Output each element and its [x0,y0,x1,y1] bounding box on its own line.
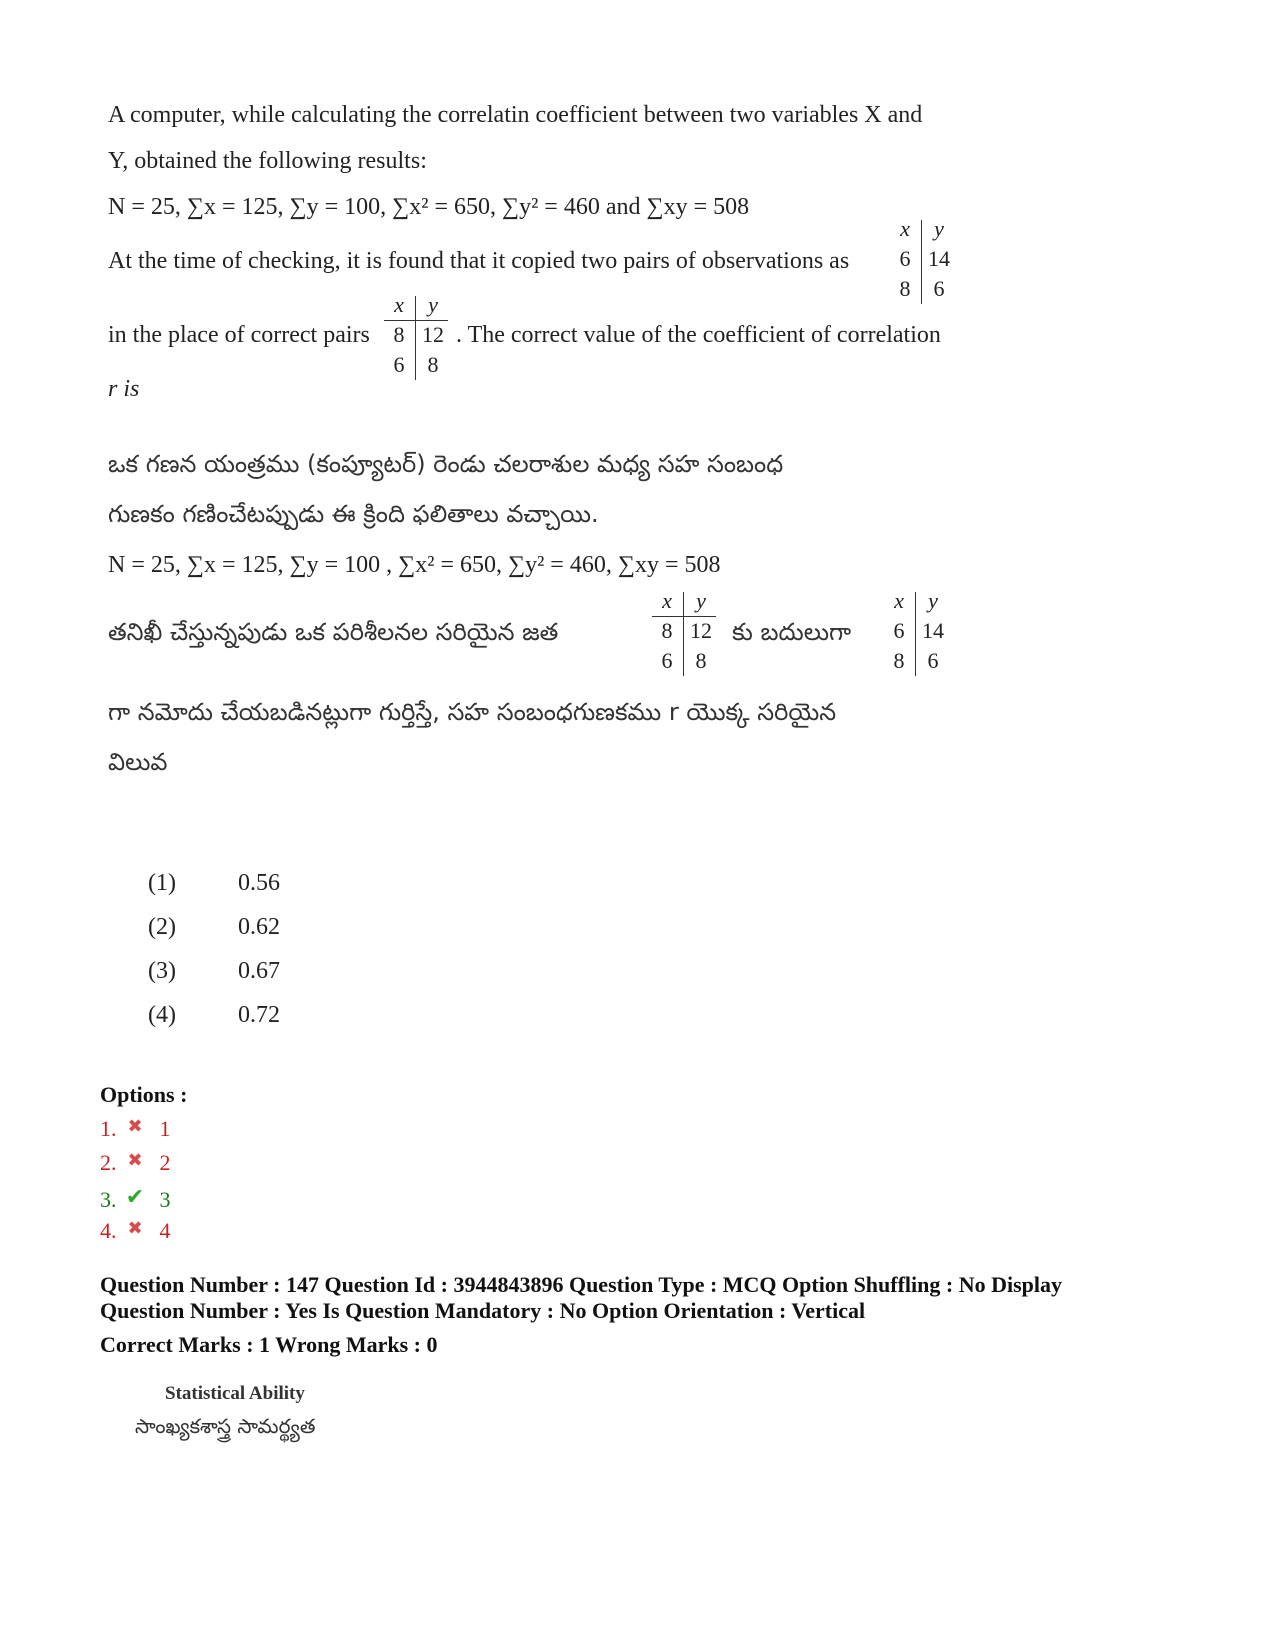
y-header: y [428,292,438,317]
question-te-line-5: గా నమోదు చేయబడినట్లుగా గుర్తిస్తే, సహ సంబంధగుణకము r యొక్క సరియైన [108,698,837,726]
x-header: x [900,216,910,241]
question-meta-line-1: Question Number : 147 Question Id : 3944843896 Question Type : MCQ Option Shuffling : No Display [100,1272,1063,1297]
cell: 14 [928,246,950,271]
question-te-line-2: గుణకం గణించేటప్పుడు ఈ క్రింది ఫలితాలు వచ్చాయి. [108,500,599,528]
cell: 6 [893,618,905,643]
correct-pairs-table [384,292,454,382]
cell: 6 [933,276,945,301]
check-icon: ✔ [125,1184,145,1209]
choice-number: (1) [148,870,176,896]
question-en-line-5b: . The correct value of the coefficient of correlation [456,322,941,348]
option-index: 4. [100,1218,117,1243]
option-index: 1. [100,1116,117,1141]
x-header: x [894,588,904,613]
y-header: y [696,588,706,613]
cell: 8 [427,352,439,377]
choice-2 [148,914,280,941]
divider [415,296,416,380]
question-te-line-6: విలువ [108,748,168,776]
y-header: y [934,216,944,241]
question-te-line-1: ఒక గణన యంత్రము (కంప్యూటర్) రెండు చలరాశుల మధ్య సహ సంబంధ [108,450,784,478]
question-te-line-4a: తనిఖీ చేస్తున్నపుడు ఒక పరిశీలనల సరియైన జత [108,618,559,646]
question-en-line-6: r is [108,376,140,402]
choice-4 [148,1002,280,1029]
option-label: 1 [159,1116,171,1141]
option-index: 3. [100,1187,117,1212]
copied-pairs-table [890,216,960,306]
option-index: 2. [100,1150,117,1175]
cross-icon: ✖ [127,1218,143,1238]
option-4 [100,1218,171,1244]
question-meta-line-2: Question Number : Yes Is Question Mandatory : No Option Orientation : Vertical [100,1298,866,1323]
question-en-formula: N = 25, ∑x = 125, ∑y = 100, ∑x² = 650, ∑y² = 460 and ∑xy = 508 [108,194,750,220]
option-label: 3 [159,1187,171,1212]
cell: 8 [661,618,673,643]
choice-3 [148,958,280,985]
divider [384,320,448,321]
correct-pairs-table-te [652,588,722,678]
cell: 8 [893,648,905,673]
question-en-line-2: Y, obtained the following results: [108,148,427,174]
question-en-line-5a: in the place of correct pairs [108,322,370,348]
cross-icon: ✖ [127,1116,143,1136]
divider [683,592,684,676]
divider [652,616,716,617]
cross-icon: ✖ [127,1150,143,1170]
choice-value: 0.72 [238,1002,280,1028]
option-2 [100,1150,171,1176]
question-te-formula: N = 25, ∑x = 125, ∑y = 100 , ∑x² = 650, ∑y² = 460, ∑xy = 508 [108,552,721,578]
cell: 6 [661,648,673,673]
option-label: 2 [159,1150,171,1175]
cell: 6 [899,246,911,271]
copied-pairs-table-te [884,588,954,678]
cell: 6 [393,352,405,377]
choice-value: 0.67 [238,958,280,984]
choice-value: 0.62 [238,914,280,940]
question-en-line-4: At the time of checking, it is found that it copied two pairs of observations as [108,248,850,274]
x-header: x [662,588,672,613]
cell: 8 [393,322,405,347]
cell: 6 [927,648,939,673]
marks-line: Correct Marks : 1 Wrong Marks : 0 [100,1332,438,1357]
options-title: Options : [100,1082,188,1107]
option-1 [100,1116,171,1142]
choice-number: (4) [148,1002,176,1028]
cell: 12 [422,322,444,347]
divider [915,592,916,676]
divider [921,220,922,304]
choice-1 [148,870,280,897]
question-te-line-4b: కు బదులుగా [732,618,852,646]
choice-value: 0.56 [238,870,280,896]
cell: 14 [922,618,944,643]
choice-number: (3) [148,958,176,984]
cell: 8 [695,648,707,673]
question-en-line-1: A computer, while calculating the correlatin coefficient between two variables X and [108,102,923,128]
choice-number: (2) [148,914,176,940]
cell: 12 [690,618,712,643]
option-3 [100,1184,171,1213]
y-header: y [928,588,938,613]
x-header: x [394,292,404,317]
option-label: 4 [159,1218,171,1243]
subject-english: Statistical Ability [165,1383,305,1404]
subject-telugu: సాంఖ్యకశాస్త్ర సామర్థ్యత [135,1414,316,1438]
cell: 8 [899,276,911,301]
